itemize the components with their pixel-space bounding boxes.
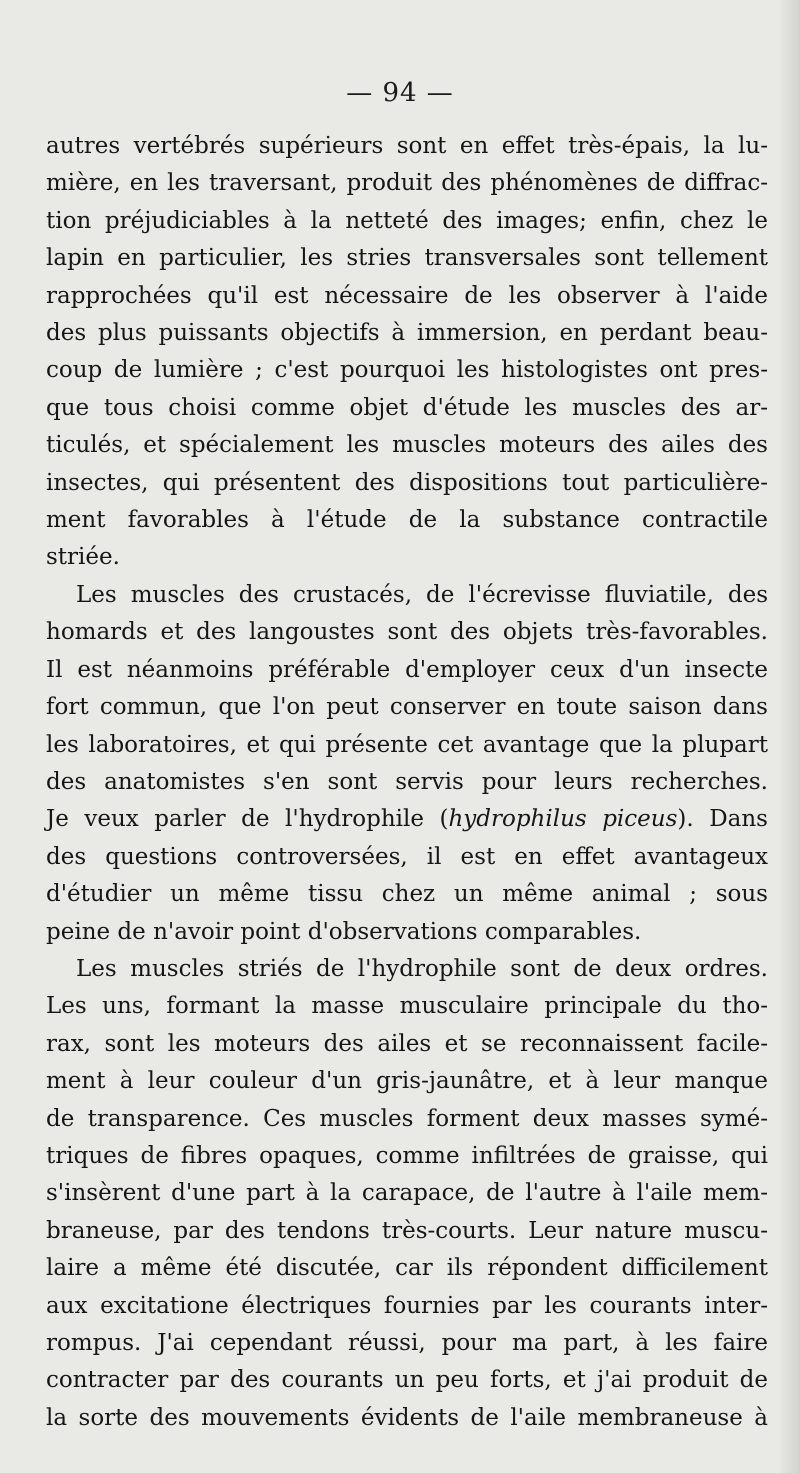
- text-line: s'insèrent d'une part à la carapace, de l'autre à l'aile mem-: [46, 1180, 768, 1207]
- text-line: la sorte des mouvements évidents de l'aile membraneuse à: [46, 1404, 768, 1431]
- text-line: d'étudier un même tissu chez un même animal ; sous: [46, 881, 768, 908]
- text-line: des plus puissants objectifs à immersion, en perdant beau-: [46, 320, 768, 347]
- page-edge-shadow: [778, 0, 800, 1473]
- text-line: fort commun, que l'on peut conserver en toute saison dans: [46, 694, 768, 721]
- text-line: Les muscles striés de l'hydrophile sont de deux ordres.: [76, 955, 768, 982]
- text-line: que tous choisi comme objet d'étude les muscles des ar-: [46, 394, 768, 421]
- text-line: braneuse, par des tendons très-courts. Leur nature muscu-: [46, 1217, 768, 1244]
- text-line: autres vertébrés supérieurs sont en effet très-épais, la lu-: [46, 133, 768, 159]
- text-line: rax, sont les moteurs des ailes et se reconnaissent facile-: [46, 1030, 768, 1057]
- text-line-with-species-name: [46, 801, 768, 838]
- body-text: [46, 128, 768, 1437]
- text-line: aux excitatione électriques fournies par les courants inter-: [46, 1292, 768, 1319]
- text-line: des anatomistes s'en sont servis pour leurs recherches.: [46, 768, 768, 795]
- text-line: contracter par des courants un peu forts, et j'ai produit de: [46, 1367, 768, 1394]
- text-line: striée.: [46, 544, 120, 571]
- text-line: les laboratoires, et qui présente cet avantage que la plupart: [46, 731, 768, 758]
- text-line: mière, en les traversant, produit des phénomènes de diffrac-: [46, 170, 768, 197]
- text-line: Il est néanmoins préférable d'employer ceux d'un insecte: [46, 656, 768, 683]
- text-line: rompus. J'ai cependant réussi, pour ma part, à les faire: [46, 1330, 768, 1356]
- species-name: hydrophilus piceus: [448, 806, 678, 833]
- text-line: triques de fibres opaques, comme infiltrées de graisse, qui: [46, 1142, 768, 1169]
- text-line: coup de lumière ; c'est pourquoi les histologistes ont pres-: [46, 357, 768, 384]
- text-line: insectes, qui présentent des dispositions tout particulière-: [46, 469, 768, 496]
- text-line: rapprochées qu'il est nécessaire de les observer à l'aide: [46, 282, 768, 309]
- text-line: ticulés, et spécialement les muscles moteurs des ailes des: [46, 432, 768, 459]
- text-line: Les muscles des crustacés, de l'écrevisse fluviatile, des: [76, 581, 768, 608]
- text-line: laire a même été discutée, car ils répondent difficilement: [46, 1255, 768, 1282]
- text-line: ment favorables à l'étude de la substance contractile: [46, 507, 768, 534]
- paragraph-3: [46, 951, 768, 1437]
- paragraph-2: [46, 577, 768, 951]
- text-line: tion préjudiciables à la netteté des images; enfin, chez le: [46, 207, 768, 234]
- text-line: peine de n'avoir point d'observations comparables.: [46, 918, 642, 945]
- text-line: Les uns, formant la masse musculaire principale du tho-: [46, 993, 768, 1020]
- text-line: homards et des langoustes sont des objets très-favorables.: [46, 619, 768, 646]
- text-line: de transparence. Ces muscles forment deux masses symé-: [46, 1105, 768, 1132]
- text-line: lapin en particulier, les stries transversales sont tellement: [46, 245, 768, 272]
- text-line: des questions controversées, il est en effet avantageux: [46, 843, 768, 870]
- text-fragment: ). Dans: [677, 806, 768, 833]
- paragraph-1: [46, 128, 768, 577]
- page-number: — 94 —: [346, 78, 454, 108]
- text-line: ment à leur couleur d'un gris-jaunâtre, et à leur manque: [46, 1068, 768, 1095]
- text-fragment: Je veux parler de l'hydrophile (: [46, 806, 449, 833]
